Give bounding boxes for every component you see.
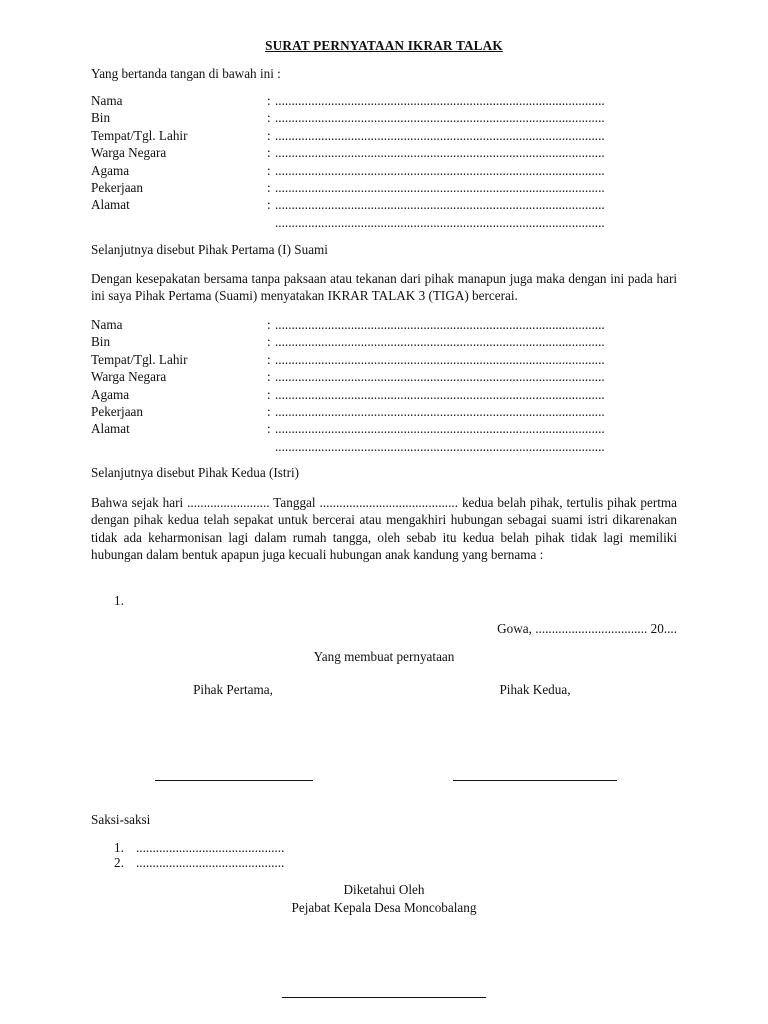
party-one-signature-line[interactable] bbox=[155, 780, 313, 781]
field-label: Agama bbox=[91, 162, 130, 178]
field-label: Alamat bbox=[91, 197, 130, 213]
field-label: Agama bbox=[91, 386, 130, 402]
form-row: Pekerjaan : .................................................................................................... bbox=[91, 179, 651, 196]
fill-line[interactable]: .................................................................................................... bbox=[275, 110, 605, 126]
fill-line[interactable]: .................................................................................................... bbox=[275, 369, 605, 385]
field-label: Nama bbox=[91, 93, 123, 108]
field-label: Bin bbox=[91, 334, 111, 350]
field-label: Alamat bbox=[91, 421, 130, 437]
acknowledged-by-label: Diketahui Oleh bbox=[343, 882, 425, 897]
place-date-line: Gowa, .................................. 20.... bbox=[497, 621, 677, 636]
form-row: Agama : .................................................................................................... bbox=[91, 386, 651, 403]
field-label: Warga Negara bbox=[91, 145, 167, 161]
field-label: Pekerjaan bbox=[91, 179, 143, 195]
fill-line[interactable]: .................................................................................................... bbox=[275, 403, 605, 419]
field-label: Tempat/Tgl. Lahir bbox=[91, 127, 188, 143]
form-row: Alamat : .................................................................................................... bbox=[91, 420, 651, 437]
fill-line[interactable]: .................................................................................................... bbox=[275, 127, 605, 143]
fill-line[interactable]: .................................................................................................... bbox=[275, 317, 605, 332]
field-label: Warga Negara bbox=[91, 369, 167, 385]
field-label: Bin bbox=[91, 110, 111, 126]
fill-line[interactable]: .................................................................................................... bbox=[275, 421, 605, 437]
witness-item-line[interactable]: ............................................. bbox=[136, 840, 285, 855]
fill-line[interactable]: .................................................................................................... bbox=[275, 93, 605, 108]
official-title: Pejabat Kepala Desa Moncobalang bbox=[291, 900, 477, 915]
form-row: Alamat : .................................................................................................... bbox=[91, 196, 651, 213]
second-party-form bbox=[91, 316, 651, 455]
form-row: Warga Negara : .................................................................................................... bbox=[91, 368, 651, 385]
form-row: Bin : .................................................................................................... bbox=[91, 333, 651, 350]
party-two-label: Pihak Kedua, bbox=[499, 682, 571, 697]
form-row: Pekerjaan : .................................................................................................... bbox=[91, 403, 651, 420]
form-row: Nama : .................................................................................................... bbox=[91, 92, 651, 109]
document-title: SURAT PERNYATAAN IKRAR TALAK bbox=[265, 38, 503, 53]
witness-item-line[interactable]: ............................................. bbox=[136, 855, 285, 870]
form-row: Nama : .................................................................................................... bbox=[91, 316, 651, 333]
address-continuation-line[interactable]: .................................................................................................... bbox=[275, 438, 605, 454]
first-party-form bbox=[91, 92, 651, 231]
witness-item-number: 1. bbox=[114, 840, 124, 855]
official-signature-line[interactable] bbox=[282, 997, 486, 998]
form-row: Bin : .................................................................................................... bbox=[91, 109, 651, 126]
form-row: Tempat/Tgl. Lahir : .................................................................................................... bbox=[91, 351, 651, 368]
child-list-item: 1. bbox=[114, 593, 124, 608]
fill-line[interactable]: .................................................................................................... bbox=[275, 334, 605, 350]
made-by-label: Yang membuat pernyataan bbox=[313, 649, 455, 664]
form-row: Warga Negara : .................................................................................................... bbox=[91, 144, 651, 161]
form-row: Tempat/Tgl. Lahir : .................................................................................................... bbox=[91, 127, 651, 144]
fill-line[interactable]: .................................................................................................... bbox=[275, 351, 605, 367]
fill-line[interactable]: .................................................................................................... bbox=[275, 162, 605, 178]
witnesses-label: Saksi-saksi bbox=[91, 812, 151, 827]
field-label: Pekerjaan bbox=[91, 403, 143, 419]
fill-line[interactable]: .................................................................................................... bbox=[275, 179, 605, 195]
first-party-label: Selanjutnya disebut Pihak Pertama (I) Suami bbox=[91, 242, 328, 257]
second-party-label: Selanjutnya disebut Pihak Kedua (Istri) bbox=[91, 465, 300, 480]
address-continuation-line[interactable]: .................................................................................................... bbox=[275, 214, 605, 230]
form-row: Agama : .................................................................................................... bbox=[91, 162, 651, 179]
field-label: Tempat/Tgl. Lahir bbox=[91, 351, 188, 367]
party-one-label: Pihak Pertama, bbox=[193, 682, 273, 697]
fill-line[interactable]: .................................................................................................... bbox=[275, 386, 605, 402]
body-paragraph: Bahwa sejak hari ......................... Tanggal .......................................... kedua belah pihak, tertulis pihak pertma dengan pihak kedua telah sepakat untuk bercerai atau mengakhiri hubungan sebagai suami istri dikarenakan tidak ada keharmonisan lagi dalam rumah tangga, oleh sebab itu kedua belah pihak tidak lagi memiliki hubungan dalam bentuk apapun juga kecuali hubungan anak kandung yang bernama : bbox=[91, 495, 677, 562]
witness-item-number: 2. bbox=[114, 855, 124, 870]
intro-text: Yang bertanda tangan di bawah ini : bbox=[91, 66, 281, 81]
fill-line[interactable]: .................................................................................................... bbox=[275, 145, 605, 161]
field-label: Nama bbox=[91, 317, 123, 332]
party-two-signature-line[interactable] bbox=[453, 780, 617, 781]
fill-line[interactable]: .................................................................................................... bbox=[275, 197, 605, 213]
agreement-paragraph: Dengan kesepakatan bersama tanpa paksaan atau tekanan dari pihak manapun juga maka dengan ini pada hari ini saya Pihak Pertama (Suami) menyatakan IKRAR TALAK 3 (TIGA) bercerai. bbox=[91, 271, 677, 304]
